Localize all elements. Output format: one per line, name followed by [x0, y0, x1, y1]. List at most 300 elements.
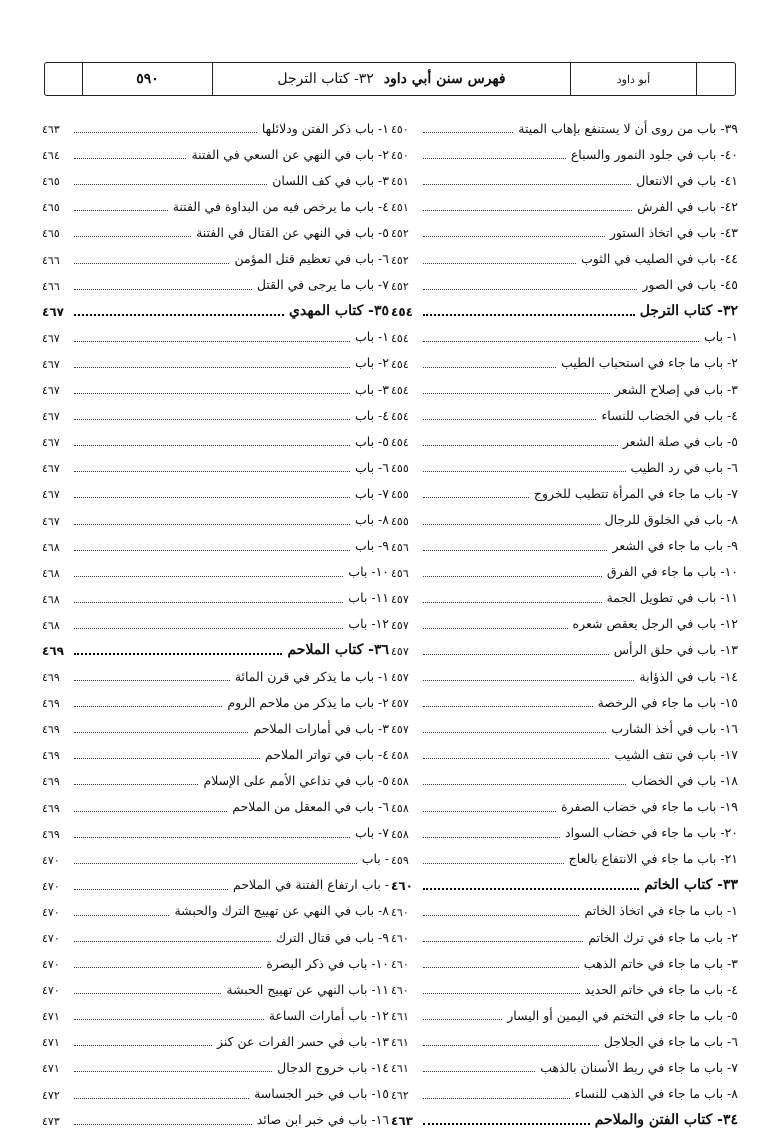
dot-leader [423, 628, 568, 629]
chapter-entry [42, 348, 389, 374]
chapter-entry [42, 791, 389, 817]
entry-title: ١٠- باب [345, 566, 389, 579]
entry-page-number: ٤٦٩ [42, 671, 60, 685]
chapter-entry [391, 165, 738, 191]
entry-page-number: ٤٥٥ [391, 462, 409, 476]
dot-leader [423, 706, 593, 707]
book-heading-entry [391, 1105, 738, 1131]
entry-title: ١٢- باب أمارات الساعة [266, 1010, 389, 1023]
entry-page-number: ٤٧٠ [42, 905, 60, 919]
entry-page-number: ٤٥٨ [391, 827, 409, 841]
dot-leader [74, 811, 227, 812]
chapter-entry [42, 844, 389, 870]
dot-leader [74, 680, 230, 681]
entry-page-number: ٤٥٥ [391, 514, 409, 528]
entry-page-number: ٤٥٤ [391, 410, 409, 424]
entry-page-number: ٤٥٤ [391, 304, 413, 319]
entry-title: ٣٢- كتاب الترجل [637, 304, 738, 318]
dot-leader [423, 550, 607, 551]
entry-page-number: ٤٦٧ [42, 357, 60, 371]
dot-leader [74, 602, 343, 603]
dot-leader [423, 837, 560, 838]
chapter-entry [42, 687, 389, 713]
dot-leader [423, 341, 699, 342]
dot-leader [74, 236, 191, 237]
entry-page-number: ٤٥٧ [391, 697, 409, 711]
dot-leader [74, 289, 252, 290]
entry-page-number: ٤٧٢ [42, 1088, 60, 1102]
dot-leader [423, 967, 579, 968]
entry-page-number: ٤٦٠ [391, 984, 409, 998]
entry-title: ٨- باب في الخلوق للرجال [602, 514, 738, 527]
entry-title: ٨- باب [352, 514, 389, 527]
chapter-entry [391, 765, 738, 791]
chapter-entry [42, 1078, 389, 1104]
chapter-entry [42, 870, 389, 896]
entry-page-number: ٤٥٨ [391, 775, 409, 789]
entry-page-number: ٤٦١ [391, 1036, 409, 1050]
dot-leader [423, 993, 580, 994]
entry-page-number: ٤٦٧ [42, 462, 60, 476]
entry-page-number: ٤٦٩ [42, 827, 60, 841]
entry-page-number: ٤٦٦ [42, 279, 60, 293]
dot-leader [74, 653, 282, 655]
chapter-entry [391, 922, 738, 948]
entry-title: ٥- باب في تداعي الأمم على الإسلام [200, 775, 389, 788]
entry-title: ١١- باب في تطويل الجمة [604, 592, 738, 605]
entry-title: ١٣- باب في حلق الرأس [611, 644, 738, 657]
entry-title: ١٢- باب في الرجل يعقص شعره [570, 618, 738, 631]
entry-title: - باب ارتفاع الفتنة في الملاحم [230, 879, 389, 892]
entry-title: ٦- باب في رد الطيب [628, 462, 738, 475]
chapter-entry [42, 974, 389, 1000]
dot-leader [423, 654, 609, 655]
entry-page-number: ٤٦٣ [42, 123, 60, 137]
chapter-entry [391, 1000, 738, 1026]
entry-title: ٤- باب ما يرخص فيه من البداوة في الفتنة [170, 201, 389, 214]
entry-page-number: ٤٦٩ [42, 697, 60, 711]
entry-page-number: ٤٦٢ [391, 1088, 409, 1102]
entry-page-number: ٤٥٢ [391, 253, 409, 267]
chapter-entry [391, 452, 738, 478]
chapter-entry [42, 713, 389, 739]
chapter-entry [42, 374, 389, 400]
entry-page-number: ٤٥٢ [391, 279, 409, 293]
dot-leader [74, 758, 260, 759]
entry-title: ٨- باب ما جاء في الذهب للنساء [572, 1088, 738, 1101]
chapter-entry [391, 270, 738, 296]
dot-leader [74, 132, 257, 133]
entry-page-number: ٤٥٢ [391, 227, 409, 241]
entry-title: - باب [359, 853, 389, 866]
entry-page-number: ٤٦٣ [391, 1113, 413, 1128]
chapter-entry [391, 844, 738, 870]
dot-leader [423, 289, 637, 290]
chapter-entry [42, 609, 389, 635]
dot-leader [74, 1045, 212, 1046]
dot-leader [74, 471, 350, 472]
book-name: أبو داود [571, 63, 697, 95]
dot-leader [74, 628, 343, 629]
dot-leader [423, 915, 579, 916]
entry-page-number: ٤٥٠ [391, 123, 409, 137]
section-title: ٣٢- كتاب الترجل [277, 71, 374, 87]
entry-title: ٢٠- باب ما جاء في خضاب السواد [562, 827, 738, 840]
entry-title: ٢- باب في النهي عن السعي في الفتنة [188, 149, 389, 162]
dot-leader [423, 497, 529, 498]
chapter-entry [42, 400, 389, 426]
entry-page-number: ٤٦٨ [42, 592, 60, 606]
entry-title: ٧- باب ما يرجى في القتل [254, 279, 389, 292]
chapter-entry [42, 139, 389, 165]
entry-page-number: ٤٧٠ [42, 879, 60, 893]
page-number: ٥٩٠ [83, 63, 213, 95]
chapter-entry [42, 322, 389, 348]
chapter-entry [391, 661, 738, 687]
dot-leader [423, 941, 583, 942]
entry-page-number: ٤٥٧ [391, 671, 409, 685]
header-empty-cell [45, 63, 83, 95]
chapter-entry [391, 557, 738, 583]
entry-title: ١٢- باب [345, 618, 389, 631]
chapter-entry [42, 191, 389, 217]
entry-page-number: ٤٦٠ [391, 878, 413, 893]
dot-leader [74, 1019, 264, 1020]
entry-page-number: ٤٦٨ [42, 566, 60, 580]
chapter-entry [391, 426, 738, 452]
entry-title: ٧- باب [352, 488, 389, 501]
entry-title: ٧- باب [352, 827, 389, 840]
entry-title: ٤- باب في تواتر الملاحم [262, 749, 389, 762]
dot-leader [74, 576, 343, 577]
chapter-entry [391, 818, 738, 844]
dot-leader [74, 524, 350, 525]
entry-title: ٥- باب في صلة الشعر [620, 436, 738, 449]
entry-page-number: ٤٦٧ [42, 436, 60, 450]
entry-title: ١٦- باب في خبر ابن صائد [254, 1114, 389, 1127]
chapter-entry [42, 1000, 389, 1026]
chapter-entry [391, 948, 738, 974]
entry-page-number: ٤٥٤ [391, 384, 409, 398]
chapter-entry [42, 896, 389, 922]
dot-leader [423, 680, 634, 681]
chapter-entry [42, 739, 389, 765]
entry-title: ٤٢- باب في الفرش [634, 201, 738, 214]
entry-page-number: ٤٥٤ [391, 331, 409, 345]
dot-leader [423, 263, 576, 264]
entry-title: ٦- باب ما جاء في الجلاجل [601, 1036, 738, 1049]
book-heading-entry [391, 870, 738, 896]
dot-leader [423, 158, 566, 159]
book-heading-entry [42, 635, 389, 661]
entry-title: ٢١- باب ما جاء في الانتفاع بالعاج [566, 853, 738, 866]
entry-page-number: ٤٥١ [391, 201, 409, 215]
entry-page-number: ٤٦٨ [42, 618, 60, 632]
entry-page-number: ٤٦٧ [42, 488, 60, 502]
chapter-entry [391, 348, 738, 374]
entry-title: ٥- باب في النهي عن القتال في الفتنة [193, 227, 389, 240]
entry-page-number: ٤٥٨ [391, 801, 409, 815]
dot-leader [423, 393, 610, 394]
entry-title: ٢- باب [352, 357, 389, 370]
chapter-entry [391, 583, 738, 609]
chapter-entry [391, 113, 738, 139]
dot-leader [74, 341, 350, 342]
chapter-entry [391, 896, 738, 922]
dot-leader [423, 732, 606, 733]
entry-page-number: ٤٥٧ [391, 723, 409, 737]
entry-title: ٩- باب ما جاء في الشعر [609, 540, 738, 553]
chapter-entry [391, 974, 738, 1000]
entry-title: ٧- باب ما جاء في المرأة تتطيب للخروج [531, 488, 738, 501]
dot-leader [423, 1098, 570, 1099]
entry-page-number: ٤٥٨ [391, 749, 409, 763]
entry-title: ٢- باب ما يذكر من ملاحم الروم [224, 697, 389, 710]
entry-page-number: ٤٦٤ [42, 149, 60, 163]
chapter-entry [42, 1105, 389, 1131]
chapter-entry [391, 791, 738, 817]
chapter-entry [42, 452, 389, 478]
entry-title: ٣- باب في أمارات الملاحم [250, 723, 389, 736]
entry-title: ٣٦- كتاب الملاحم [284, 643, 389, 657]
entry-title: ٤- باب في الخضاب للنساء [598, 410, 738, 423]
entry-title: ٣- باب في إصلاح الشعر [612, 384, 738, 397]
chapter-entry [391, 531, 738, 557]
dot-leader [74, 993, 221, 994]
entry-title: ١- باب [701, 331, 738, 344]
dot-leader [423, 888, 639, 890]
entry-page-number: ٤٥١ [391, 175, 409, 189]
entry-title: ٦- باب في المعقل من الملاحم [229, 801, 389, 814]
dot-leader [74, 863, 357, 864]
chapter-entry [391, 374, 738, 400]
dot-leader [423, 471, 626, 472]
entry-page-number: ٤٧٣ [42, 1114, 60, 1128]
entry-title: ٤٤- باب في الصليب في الثوب [578, 253, 738, 266]
chapter-entry [42, 113, 389, 139]
entry-page-number: ٤٦٧ [42, 331, 60, 345]
chapter-entry [42, 270, 389, 296]
entry-page-number: ٤٥٤ [391, 357, 409, 371]
entry-page-number: ٤٥٥ [391, 488, 409, 502]
entry-title: ٣٥- كتاب المهدي [286, 304, 389, 318]
right-column [391, 113, 738, 1131]
dot-leader [423, 1045, 599, 1046]
chapter-entry [42, 1026, 389, 1052]
entry-page-number: ٤٦٩ [42, 643, 64, 658]
entry-title: ٣- باب ما جاء في خاتم الذهب [581, 958, 738, 971]
dot-leader [74, 158, 186, 159]
entry-page-number: ٤٦٠ [391, 958, 409, 972]
entry-title: ٦- باب [352, 462, 389, 475]
entry-title: ٣٩- باب من روى أن لا يستنفع بإهاب الميتة [515, 123, 738, 136]
chapter-entry [42, 948, 389, 974]
dot-leader [74, 419, 350, 420]
dot-leader [74, 941, 271, 942]
chapter-entry [391, 713, 738, 739]
dot-leader [74, 784, 198, 785]
entry-page-number: ٤٧٠ [42, 958, 60, 972]
entry-title: ١٨- باب في الخضاب [628, 775, 738, 788]
entry-page-number: ٤٧١ [42, 1062, 60, 1076]
entry-page-number: ٤٦٩ [42, 801, 60, 815]
entry-title: ١٠- باب في ذكر البصرة [263, 958, 389, 971]
entry-title: ٣- باب [352, 384, 389, 397]
entry-title: ٣٤- كتاب الفتن والملاحم [592, 1113, 738, 1127]
entry-title: ١٦- باب في أخذ الشارب [608, 723, 738, 736]
dot-leader [423, 445, 618, 446]
chapter-entry [391, 504, 738, 530]
dot-leader [74, 184, 267, 185]
chapter-entry [42, 661, 389, 687]
chapter-entry [42, 426, 389, 452]
dot-leader [74, 263, 229, 264]
entry-title: ٣٣- كتاب الخاتم [641, 878, 738, 892]
chapter-entry [391, 400, 738, 426]
entry-title: ٢- باب ما جاء في استحباب الطيب [558, 357, 738, 370]
chapter-entry [391, 635, 738, 661]
entry-page-number: ٤٥٦ [391, 566, 409, 580]
entry-title: ٣- باب في كف اللسان [269, 175, 389, 188]
dot-leader [74, 837, 350, 838]
book-heading-entry [42, 296, 389, 322]
entry-title: ١١- باب النهي عن تهييج الحبشة [223, 984, 389, 997]
chapter-entry [42, 818, 389, 844]
chapter-entry [391, 1078, 738, 1104]
dot-leader [423, 314, 635, 316]
entry-title: ٤٣- باب في اتخاذ الستور [607, 227, 738, 240]
entry-title: ٤- باب [352, 410, 389, 423]
dot-leader [423, 602, 602, 603]
entry-page-number: ٤٦١ [391, 1010, 409, 1024]
entry-title: ٤١- باب في الانتعال [633, 175, 738, 188]
chapter-entry [391, 191, 738, 217]
entry-title: ١٧- باب في نتف الشيب [611, 749, 738, 762]
entry-page-number: ٤٧١ [42, 1010, 60, 1024]
entry-page-number: ٤٦٩ [42, 749, 60, 763]
dot-leader [74, 497, 350, 498]
entry-page-number: ٤٥٤ [391, 436, 409, 450]
entry-page-number: ٤٥٧ [391, 592, 409, 606]
chapter-entry [391, 739, 738, 765]
entry-title: ٥- باب [352, 436, 389, 449]
entry-page-number: ٤٥٩ [391, 853, 409, 867]
dot-leader [423, 524, 600, 525]
dot-leader [74, 445, 350, 446]
chapter-entry [42, 531, 389, 557]
entry-page-number: ٤٦٩ [42, 723, 60, 737]
dot-leader [74, 732, 248, 733]
entry-title: ١٠- باب ما جاء في الفرق [604, 566, 738, 579]
dot-leader [74, 1124, 252, 1125]
dot-leader [423, 210, 632, 211]
chapter-entry [42, 165, 389, 191]
entry-title: ٧- باب ما جاء في ربط الأسنان بالذهب [537, 1062, 738, 1075]
entry-title: ٩- باب [352, 540, 389, 553]
entry-page-number: ٤٧١ [42, 1036, 60, 1050]
chapter-entry [42, 478, 389, 504]
chapter-entry [391, 609, 738, 635]
entry-title: ١- باب ذكر الفتن ودلائلها [259, 123, 389, 136]
entry-title: ١٩- باب ما جاء في خضاب الصفرة [558, 801, 738, 814]
dot-leader [423, 184, 631, 185]
entry-page-number: ٤٥٧ [391, 644, 409, 658]
entry-title: ٤- باب ما جاء في خاتم الحديد [582, 984, 738, 997]
entry-title: ١١- باب [345, 592, 389, 605]
entry-page-number: ٤٦٦ [42, 253, 60, 267]
chapter-entry [42, 1052, 389, 1078]
entry-title: ٩- باب في قتال الترك [273, 932, 389, 945]
dot-leader [423, 758, 609, 759]
entry-title: ١- باب [352, 331, 389, 344]
dot-leader [423, 419, 596, 420]
entry-page-number: ٤٧٠ [42, 853, 60, 867]
book-heading-entry [391, 296, 738, 322]
dot-leader [74, 210, 168, 211]
entry-page-number: ٤٧٠ [42, 984, 60, 998]
entry-page-number: ٤٦٨ [42, 540, 60, 554]
dot-leader [74, 367, 350, 368]
dot-leader [423, 236, 605, 237]
dot-leader [423, 1123, 590, 1125]
dot-leader [74, 1098, 249, 1099]
dot-leader [423, 811, 556, 812]
entry-title: ١- باب ما يذكر في قرن المائة [232, 671, 389, 684]
entry-title: ٤٥- باب في الصور [639, 279, 738, 292]
chapter-entry [391, 1052, 738, 1078]
dot-leader [74, 550, 350, 551]
entry-page-number: ٤٦٠ [391, 905, 409, 919]
dot-leader [74, 889, 228, 890]
chapter-entry [391, 1026, 738, 1052]
chapter-entry [391, 139, 738, 165]
entry-page-number: ٤٦٥ [42, 201, 60, 215]
dot-leader [423, 784, 626, 785]
entry-page-number: ٤٦٧ [42, 514, 60, 528]
chapter-entry [391, 243, 738, 269]
entry-title: ١٤- باب في الذؤابة [636, 671, 738, 684]
chapter-entry [391, 687, 738, 713]
entry-page-number: ٤٦٧ [42, 304, 64, 319]
entry-page-number: ٤٥٧ [391, 618, 409, 632]
chapter-entry [42, 243, 389, 269]
entry-title: ٦- باب في تعظيم قتل المؤمن [231, 253, 389, 266]
chapter-entry [42, 504, 389, 530]
entry-title: ٤٠- باب في جلود النمور والسباع [568, 149, 738, 162]
dot-leader [74, 393, 350, 394]
entry-page-number: ٤٦٠ [391, 932, 409, 945]
dot-leader [423, 863, 564, 864]
dot-leader [423, 132, 513, 133]
dot-leader [423, 367, 556, 368]
chapter-entry [42, 583, 389, 609]
entry-page-number: ٤٥٦ [391, 540, 409, 554]
entry-page-number: ٤٥٠ [391, 149, 409, 163]
chapter-entry [391, 478, 738, 504]
left-column [42, 113, 389, 1131]
entry-title: ١٣- باب في حسر الفرات عن كنز [214, 1036, 389, 1049]
dot-leader [423, 1071, 535, 1072]
entry-page-number: ٤٦٧ [42, 410, 60, 424]
running-title [213, 63, 571, 95]
entry-page-number: ٤٦٧ [42, 384, 60, 398]
header-empty-cell [697, 63, 735, 95]
dot-leader [74, 706, 222, 707]
dot-leader [423, 576, 602, 577]
dot-leader [74, 1071, 272, 1072]
dot-leader [74, 967, 261, 968]
chapter-entry [391, 322, 738, 348]
